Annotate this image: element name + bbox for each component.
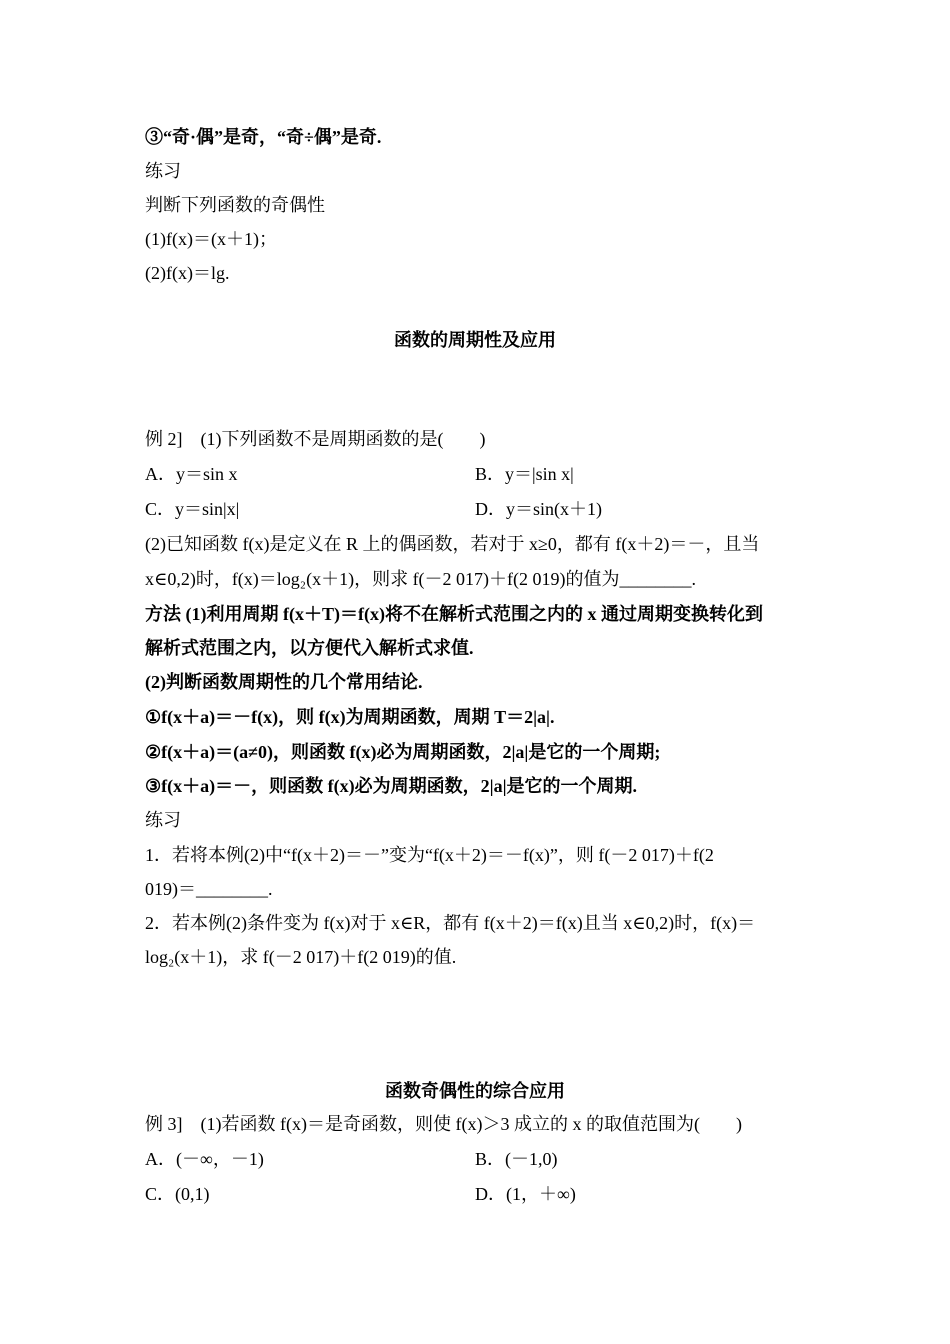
example-3-option-b: B．(－1,0) [475,1149,558,1169]
example-2-question-2-line-1: (2)已知函数 f(x)是定义在 R 上的偶函数，若对于 x≥0，都有 f(x＋2)＝－，且当 [145,534,760,554]
section-heading-periodicity: 函数的周期性及应用 [394,330,556,350]
option-a: A．y＝sin x [145,464,238,484]
example-3-option-c: C．(0,1) [145,1184,210,1204]
option-b: B．y＝|sin x| [475,464,574,484]
exercise-item-1: (1)f(x)＝(x＋1)； [145,229,277,249]
example-3-option-a: A．(－∞，－1) [145,1149,264,1169]
odd-even-rule-3: ③“奇·偶”是奇，“奇÷偶”是奇. [145,127,382,147]
exercise-2-item-1-line-1: 1．若将本例(2)中“f(x＋2)＝－”变为“f(x＋2)＝－f(x)”，则 f(－2 017)＋f(2 [145,845,714,865]
exercise-label-1: 练习 [145,161,181,181]
exercise-label-2: 练习 [145,810,181,830]
example-3-option-d: D．(1，＋∞) [475,1184,576,1204]
example-2-question-1: 例 2] (1)下列函数不是周期函数的是( ) [145,429,486,449]
method-line-3: (2)判断函数周期性的几个常用结论. [145,672,423,692]
exercise-item-2: (2)f(x)＝lg. [145,263,230,283]
example-2-question-2-line-2: x∈0,2)时，f(x)＝log₂(x＋1)，则求 f(－2 017)＋f(2 019)的值为________. [145,569,697,589]
method-line-1: 方法 (1)利用周期 f(x＋T)＝f(x)将不在解析式范围之内的 x 通过周期变换转化到 [145,604,763,624]
period-rule-1: ①f(x＋a)＝－f(x)，则 f(x)为周期函数，周期 T＝2|a|. [145,707,555,727]
section-heading-combined: 函数奇偶性的综合应用 [385,1081,565,1101]
option-d: D．y＝sin(x＋1) [475,499,602,519]
exercise-2-item-2-line-2: log₂(x＋1)，求 f(－2 017)＋f(2 019)的值. [145,947,457,967]
method-line-2: 解析式范围之内，以方便代入解析式求值. [145,638,474,658]
exercise-2-item-2-line-1: 2．若本例(2)条件变为 f(x)对于 x∈R，都有 f(x＋2)＝f(x)且当 x∈0,2)时，f(x)＝ [145,913,756,933]
exercise-2-item-1-line-2: 019)＝________. [145,879,273,899]
period-rule-2: ②f(x＋a)＝(a≠0)，则函数 f(x)必为周期函数，2|a|是它的一个周期; [145,742,661,762]
exercise-prompt: 判断下列函数的奇偶性 [145,195,325,215]
option-c: C．y＝sin|x| [145,499,240,519]
period-rule-3: ③f(x＋a)＝－，则函数 f(x)必为周期函数，2|a|是它的一个周期. [145,776,638,796]
example-3-question: 例 3] (1)若函数 f(x)＝是奇函数，则使 f(x)＞3 成立的 x 的取值范围为( ) [145,1114,742,1134]
